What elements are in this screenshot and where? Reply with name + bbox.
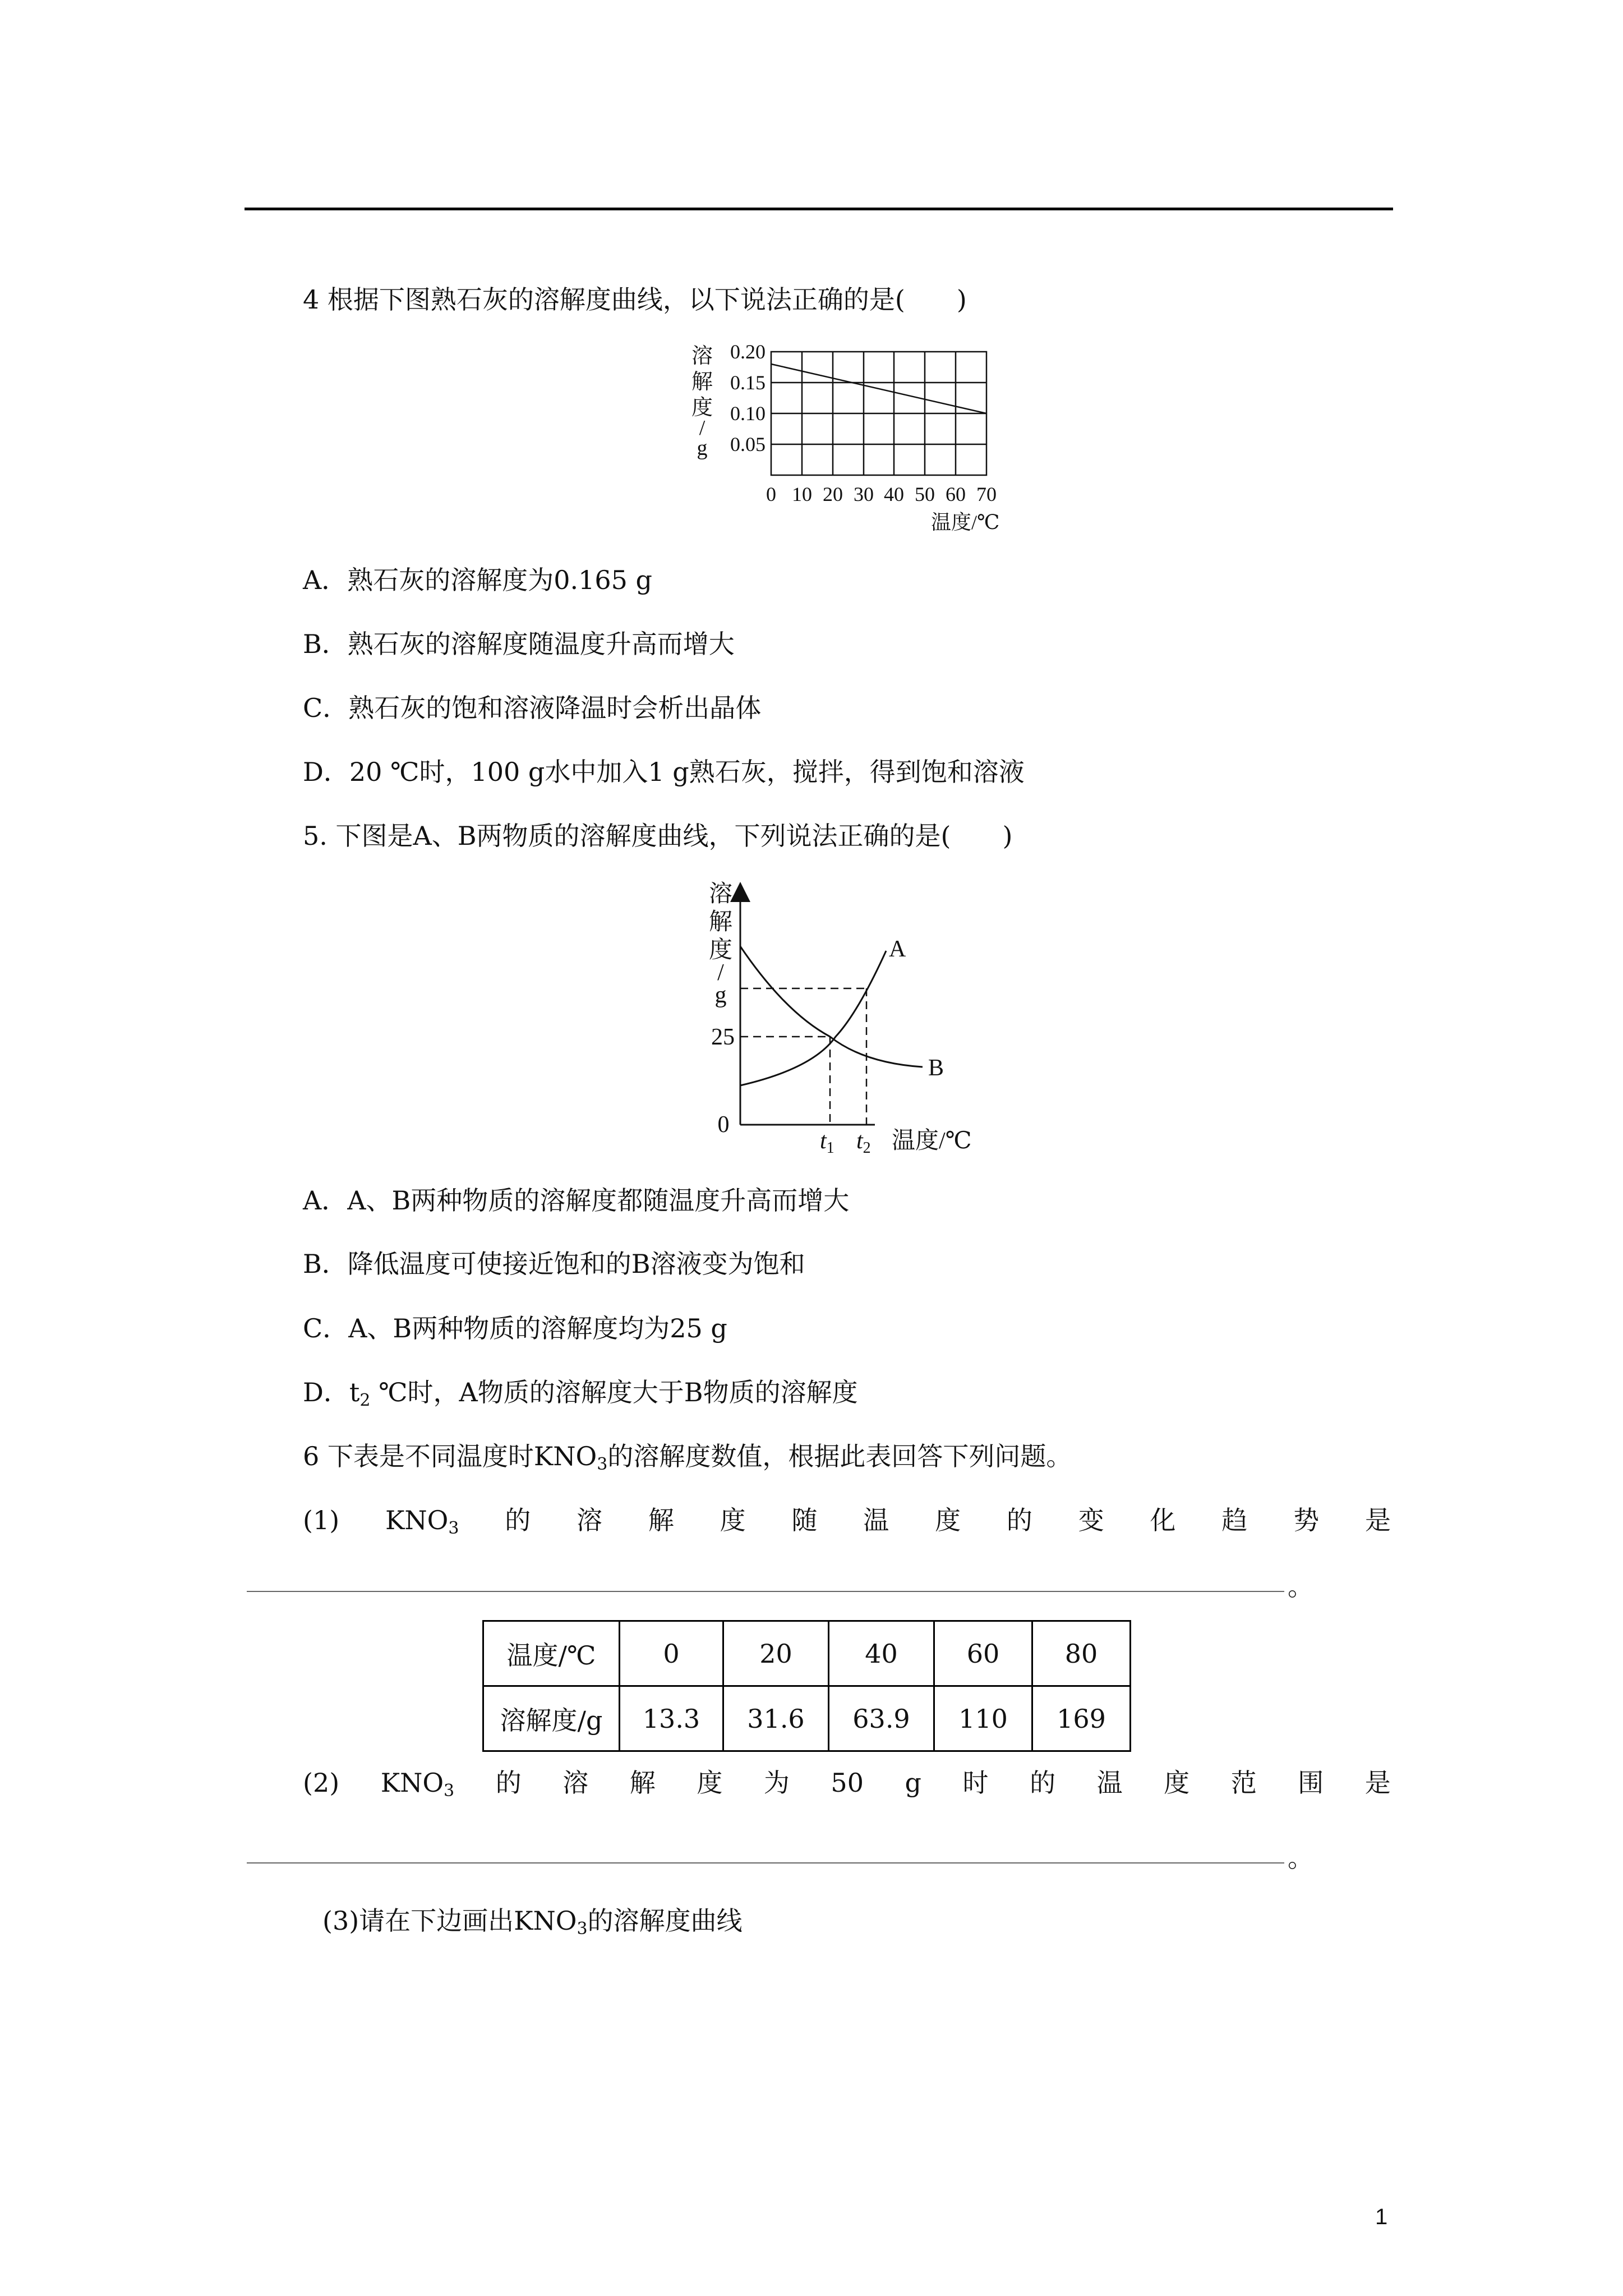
q4-xtick-label: 10 [792, 483, 812, 505]
table-cell: 63.9 [829, 1686, 934, 1751]
q5-curve-a [740, 951, 886, 1085]
q5-ylabel-char: g [714, 982, 727, 1008]
q6-part1-prompt: (1) $KNO_3$ 的 溶 解 度 随 温 度 的 变 化 趋 势 是 [303, 1505, 1391, 1538]
table-cell: 80 [1032, 1621, 1131, 1686]
q5-option-a: A．A、B两种物质的溶解度都随温度升高而增大 [303, 1185, 850, 1216]
q5-label-a: A [889, 936, 906, 962]
q4-ytick-label: 0.10 [730, 402, 766, 425]
q4-ylabel-char: / [699, 416, 706, 440]
q5-ylabel-char: / [717, 960, 724, 986]
q5-label-b: B [928, 1055, 944, 1081]
q4-ytick-label: 0.20 [730, 341, 766, 363]
header-rule [245, 208, 1393, 210]
q5-ylabel-char: 度 [708, 937, 733, 963]
q4-chart [690, 339, 1009, 541]
table-header-cell: 温度/℃ [483, 1621, 620, 1686]
q4-option-c: C．熟石灰的饱和溶液降温时会析出晶体 [303, 693, 762, 723]
q5-ylabel-char: 溶 [708, 881, 733, 907]
q5-ylabel [709, 881, 732, 1008]
table-cell: 13.3 [620, 1686, 723, 1751]
q4-xtick-label: 60 [946, 483, 966, 505]
q4-ytick-label: 0.15 [730, 371, 766, 394]
q4-stem: 4 根据下图熟石灰的溶解度曲线，以下说法正确的是( ) [303, 284, 967, 315]
q6-solubility-table [482, 1620, 1131, 1752]
page-number: 1 [1375, 2205, 1388, 2229]
q5-ylabel-char: 解 [708, 909, 733, 935]
q6-stem: 6 下表是不同温度时$KNO_3$的溶解度数值，根据此表回答下列问题。 [303, 1441, 1072, 1474]
q6-part3-prompt: (3)请在下边画出$KNO_3$的溶解度曲线 [322, 1906, 743, 1939]
q5-option-b: B．降低温度可使接近饱和的B溶液变为饱和 [303, 1249, 805, 1279]
table-row [483, 1621, 1131, 1686]
q5-option-c: C．A、B两种物质的溶解度均为25 g [303, 1313, 727, 1343]
table-cell: 20 [723, 1621, 829, 1686]
table-row [483, 1686, 1131, 1751]
q4-option-b: B．熟石灰的溶解度随温度升高而增大 [303, 629, 735, 659]
q4-ytick-label: 0.05 [730, 433, 766, 455]
q4-ylabel-char: g [697, 436, 708, 460]
q4-option-a: A．熟石灰的溶解度为0.165 g [303, 565, 652, 595]
q6-part1-answer-line[interactable] [247, 1591, 1284, 1592]
q4-xtick-label: 70 [976, 483, 997, 505]
q4-ylabel-char: 解 [691, 370, 713, 394]
q6-part2-end-mark: 。 [1288, 1843, 1313, 1873]
q4-xticks [766, 483, 997, 505]
table-cell: 60 [934, 1621, 1032, 1686]
q4-ylabel [691, 344, 713, 460]
q4-xtick-label: 50 [915, 483, 935, 505]
q4-option-d: D．20 ℃时，100 g水中加入1 g熟石灰，搅拌，得到饱和溶液 [303, 757, 1025, 787]
q5-xlabel: 温度/℃ [892, 1128, 972, 1154]
q4-xtick-label: 40 [884, 483, 904, 505]
table-header-cell: 溶解度/g [483, 1686, 620, 1751]
q6-part2-prompt: (2) $KNO_3$ 的 溶 解 度 为 50 g 时 的 温 度 范 围 是 [303, 1768, 1391, 1801]
q4-xtick-label: 20 [823, 483, 843, 505]
q5-option-d: D．$t_2$ ℃时，A物质的溶解度大于B物质的溶解度 [303, 1377, 858, 1410]
q5-t1-label: t1 [820, 1128, 834, 1157]
q4-grid [771, 352, 986, 475]
q5-stem: 5. 下图是A、B两物质的溶解度曲线，下列说法正确的是( ) [303, 821, 1013, 851]
q5-curve-b [740, 946, 923, 1067]
table-cell: 31.6 [723, 1686, 829, 1751]
q4-xlabel: 温度/℃ [931, 511, 1000, 533]
q6-part2-answer-line[interactable] [247, 1862, 1284, 1864]
table-cell: 110 [934, 1686, 1032, 1751]
q4-xtick-label: 0 [766, 483, 776, 505]
q4-ylabel-char: 度 [691, 396, 713, 420]
q5-t2-label: t2 [856, 1128, 871, 1157]
q6-part1-end-mark: 。 [1288, 1571, 1313, 1602]
q5-origin-label: 0 [717, 1112, 730, 1138]
table-cell: 40 [829, 1621, 934, 1686]
table-cell: 0 [620, 1621, 723, 1686]
q4-ylabel-char: 溶 [691, 344, 713, 368]
q4-solubility-line [771, 364, 986, 413]
table-cell: 169 [1032, 1686, 1131, 1751]
q5-ytick-25: 25 [711, 1024, 735, 1050]
q5-guide-lines [740, 988, 866, 1125]
q4-yticks [730, 341, 766, 455]
q4-xtick-label: 30 [854, 483, 874, 505]
q5-chart [695, 878, 998, 1158]
